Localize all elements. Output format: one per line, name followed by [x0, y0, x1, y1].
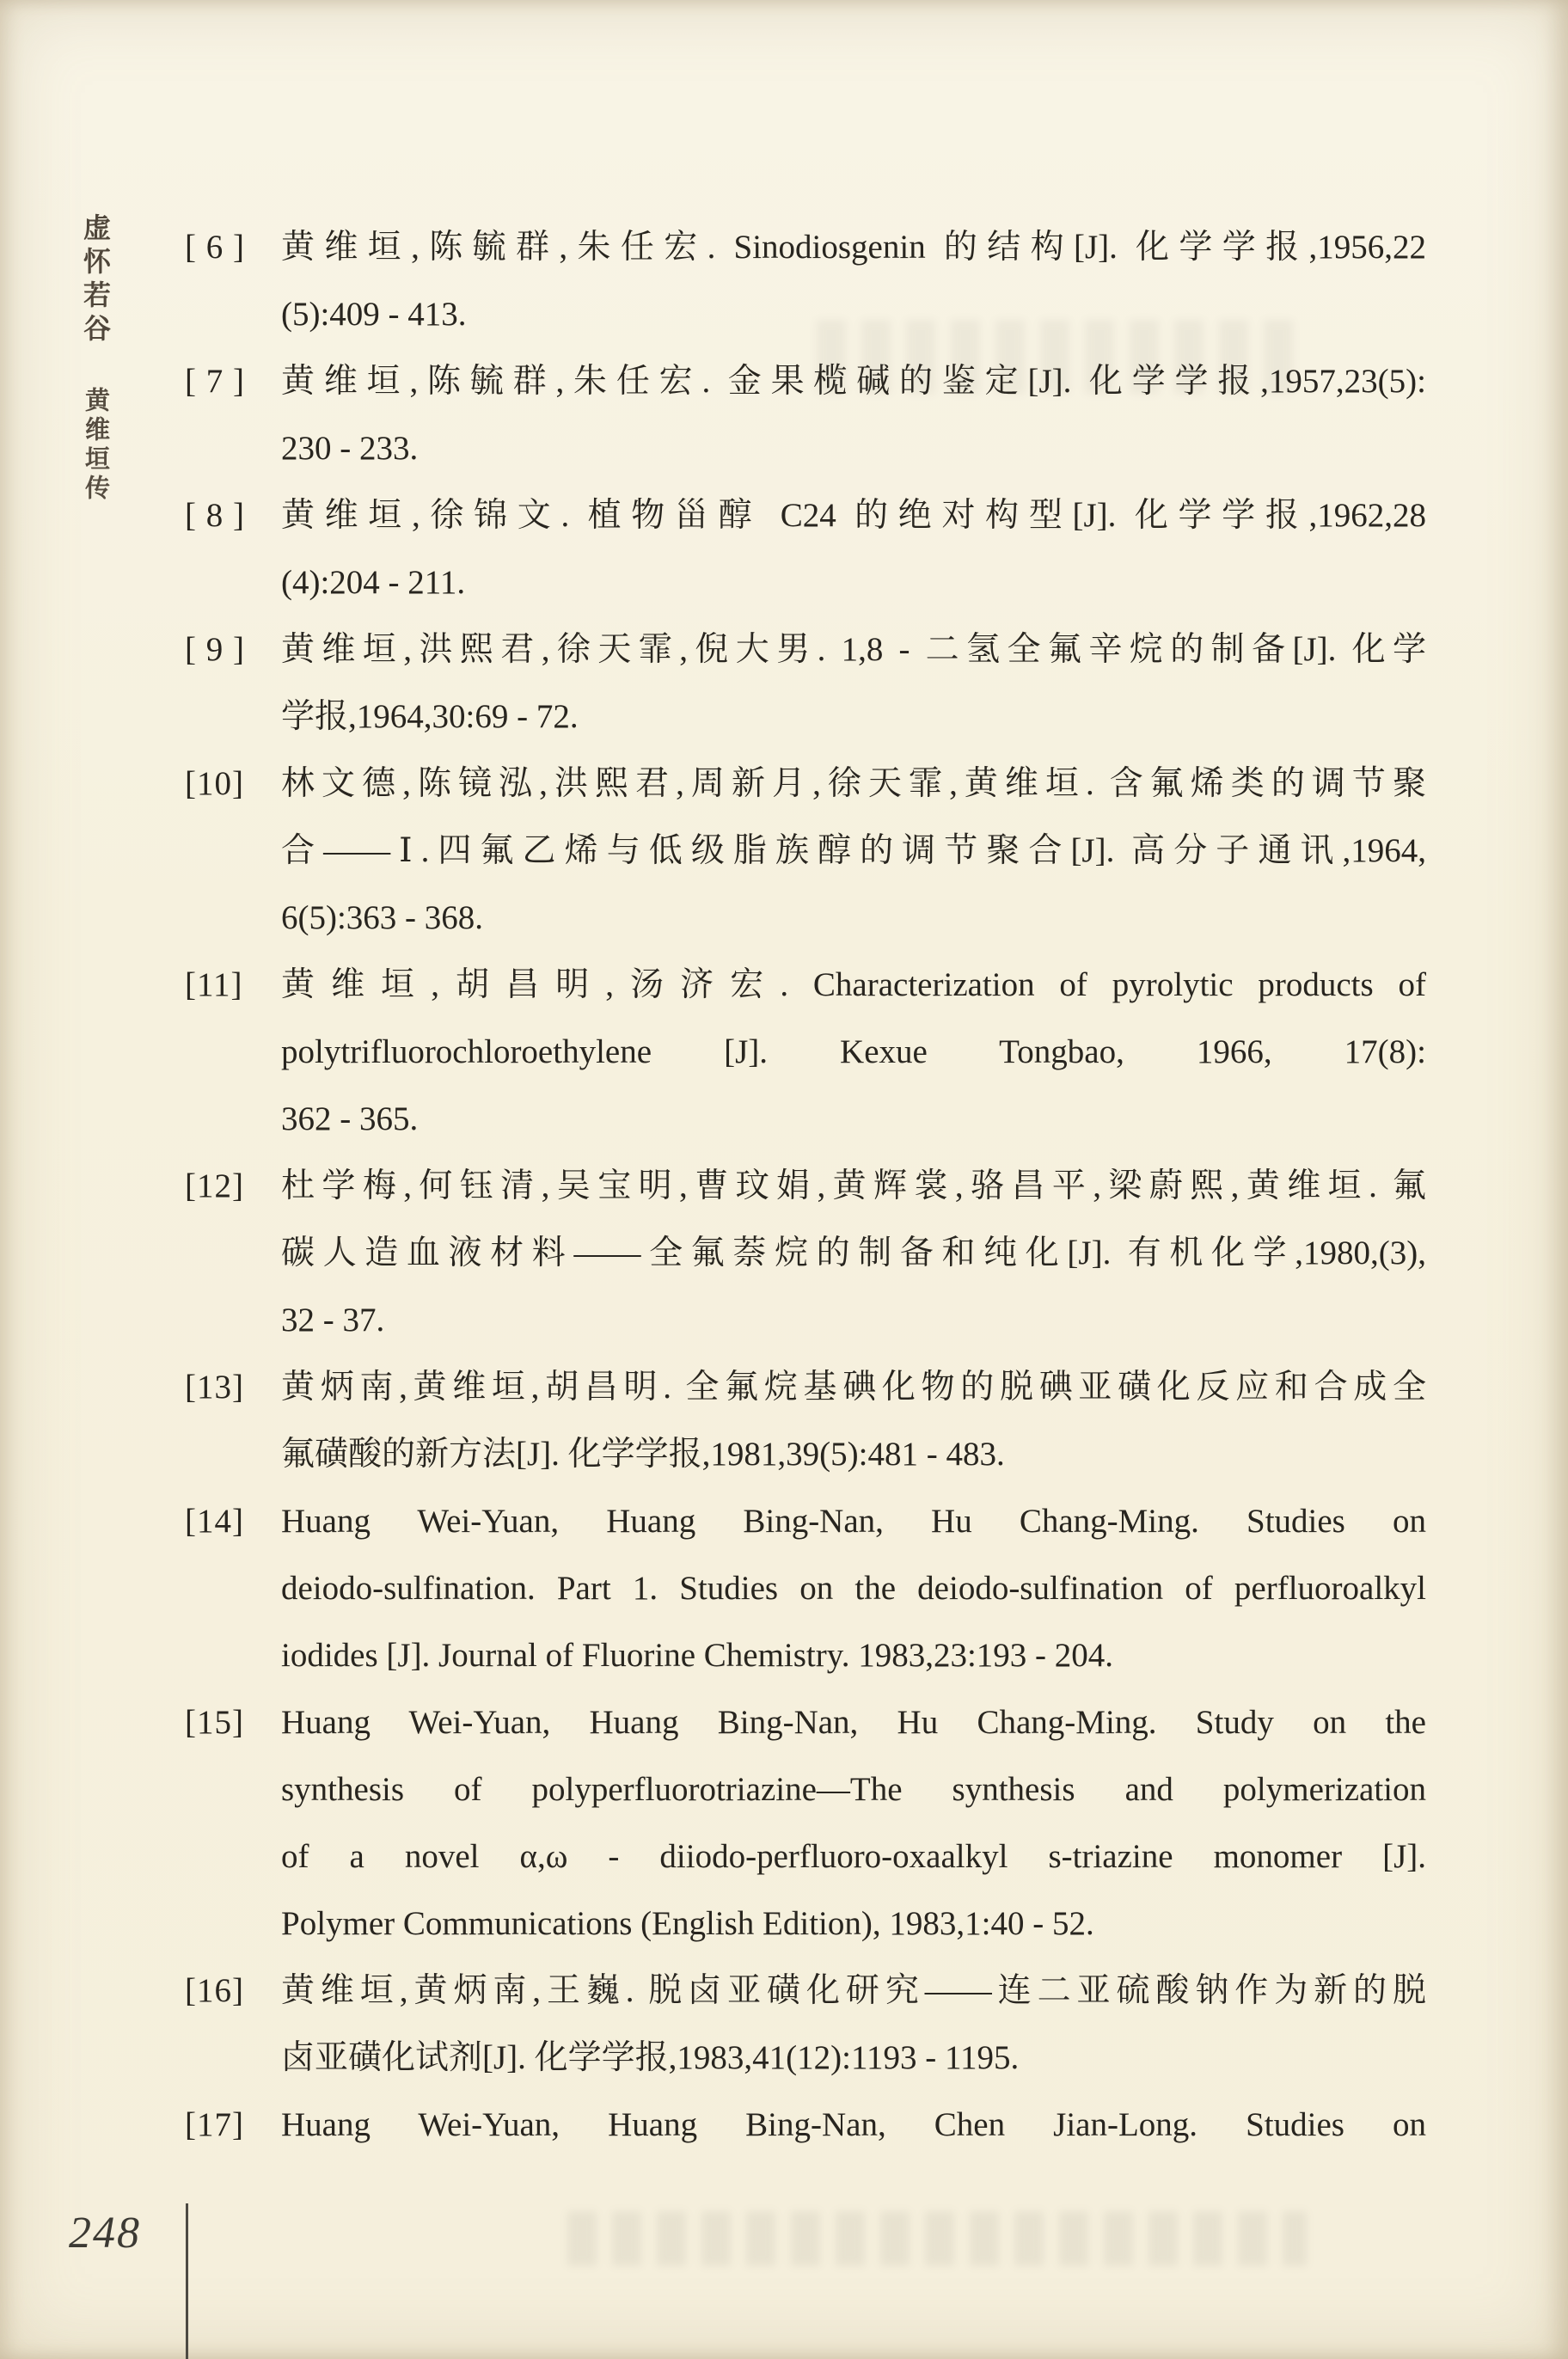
reference-number: [ 8 ] — [185, 497, 245, 534]
ink-showthrough — [567, 2211, 1307, 2266]
reference-line: synthesis of polyperfluorotriazine—The synthesis and polymerization — [281, 1771, 1426, 1808]
page-number: 248 — [69, 2209, 141, 2258]
reference-line: 合——Ⅰ.四氟乙烯与低级脂族醇的调节聚合[J]. 高分子通讯,1964, — [281, 832, 1426, 869]
spine-title — [79, 213, 112, 504]
reference-entry — [185, 616, 1431, 751]
reference-text — [281, 2092, 1426, 2159]
reference-text — [281, 214, 1426, 348]
reference-number: [17] — [185, 2106, 244, 2143]
reference-line: 黄维垣,胡昌明,汤济宏. Characterization of pyrolytic products of — [281, 966, 1426, 1003]
book-title: 黄维垣传 — [82, 387, 109, 504]
reference-line: Huang Wei-Yuan, Huang Bing-Nan, Chen Jian-Long. Studies on — [281, 2106, 1426, 2143]
reference-entry — [185, 214, 1431, 348]
reference-line: 卤亚磺化试剂[J]. 化学学报,1983,41(12):1193 - 1195. — [281, 2039, 1020, 2076]
reference-line: (4):204 - 211. — [281, 564, 466, 601]
reference-entry — [185, 1153, 1431, 1354]
reference-line: deiodo-sulfination. Part 1. Studies on the deiodo-sulfination of perfluoroalkyl — [281, 1570, 1426, 1607]
reference-number: [12] — [185, 1167, 244, 1204]
reference-number: [ 7 ] — [185, 363, 245, 400]
reference-text — [281, 1488, 1426, 1689]
reference-text — [281, 1689, 1426, 1958]
reference-number: [14] — [185, 1503, 244, 1540]
reference-text — [281, 1354, 1426, 1488]
reference-entry — [185, 482, 1431, 616]
reference-number: [ 6 ] — [185, 229, 245, 266]
reference-number: [13] — [185, 1369, 244, 1406]
reference-line: 学报,1964,30:69 - 72. — [281, 698, 579, 735]
reference-entry — [185, 1958, 1431, 2092]
reference-line: 碳人造血液材料——全氟萘烷的制备和纯化[J]. 有机化学,1980,(3), — [281, 1235, 1426, 1271]
reference-number: [15] — [185, 1704, 244, 1741]
reference-line: (5):409 - 413. — [281, 296, 467, 333]
reference-line: polytrifluorochloroethylene [J]. Kexue Tongbao, 1966, 17(8): — [281, 1033, 1426, 1070]
reference-text — [281, 616, 1426, 751]
reference-line: 黄维垣,黄炳南,王巍. 脱卤亚磺化研究——连二亚硫酸钠作为新的脱 — [281, 1972, 1426, 2009]
reference-line: Polymer Communications (English Edition), 1983,1:40 - 52. — [281, 1905, 1094, 1942]
reference-number: [11] — [185, 966, 243, 1003]
reference-number: [10] — [185, 765, 244, 802]
reference-line: of a novel α,ω - diiodo-perfluoro-oxaalkyl s-triazine monomer [J]. — [281, 1838, 1426, 1875]
reference-line: 氟磺酸的新方法[J]. 化学学报,1981,39(5):481 - 483. — [281, 1436, 1005, 1473]
footer-vertical-rule — [186, 2203, 188, 2359]
reference-line: 黄维垣,洪熙君,徐天霏,倪大男. 1,8 - 二氢全氟辛烷的制备[J]. 化学 — [281, 631, 1426, 668]
reference-line: 黄维垣,陈毓群,朱任宏. Sinodiosgenin 的结构[J]. 化学学报,1956,22 — [281, 229, 1426, 266]
reference-line: 230 - 233. — [281, 430, 419, 467]
reference-entry — [185, 952, 1431, 1153]
reference-text — [281, 348, 1426, 482]
reference-line: 6(5):363 - 368. — [281, 899, 484, 936]
reference-text — [281, 1958, 1426, 2092]
reference-entry — [185, 751, 1431, 952]
reference-entry — [185, 1354, 1431, 1488]
reference-text — [281, 952, 1426, 1153]
reference-list — [185, 214, 1431, 2159]
reference-line: 362 - 365. — [281, 1100, 419, 1137]
reference-number: [16] — [185, 1972, 244, 2009]
reference-line: 黄炳南,黄维垣,胡昌明. 全氟烷基碘化物的脱碘亚磺化反应和合成全 — [281, 1369, 1426, 1406]
reference-entry — [185, 2092, 1431, 2159]
reference-entry — [185, 1488, 1431, 1689]
reference-text — [281, 751, 1426, 952]
reference-text — [281, 482, 1426, 616]
reference-line: 林文德,陈镜泓,洪熙君,周新月,徐天霏,黄维垣. 含氟烯类的调节聚 — [281, 765, 1426, 802]
reference-line: iodides [J]. Journal of Fluorine Chemistry. 1983,23:193 - 204. — [281, 1637, 1114, 1674]
series-title: 虚怀若谷 — [80, 213, 111, 347]
reference-line: 杜学梅,何钰清,吴宝明,曹玟娟,黄辉裳,骆昌平,梁蔚熙,黄维垣. 氟 — [281, 1167, 1426, 1204]
reference-number: [ 9 ] — [185, 631, 245, 668]
reference-line: Huang Wei-Yuan, Huang Bing-Nan, Hu Chang-Ming. Studies on — [281, 1503, 1426, 1540]
reference-entry — [185, 1689, 1431, 1958]
reference-text — [281, 1153, 1426, 1354]
reference-line: 32 - 37. — [281, 1302, 385, 1339]
reference-line: 黄维垣,徐锦文. 植物甾醇 C24 的绝对构型[J]. 化学学报,1962,28 — [281, 497, 1426, 534]
reference-line: Huang Wei-Yuan, Huang Bing-Nan, Hu Chang-Ming. Study on the — [281, 1704, 1426, 1741]
reference-line: 黄维垣,陈毓群,朱任宏. 金果榄碱的鉴定[J]. 化学学报,1957,23(5): — [281, 363, 1426, 400]
reference-entry — [185, 348, 1431, 482]
